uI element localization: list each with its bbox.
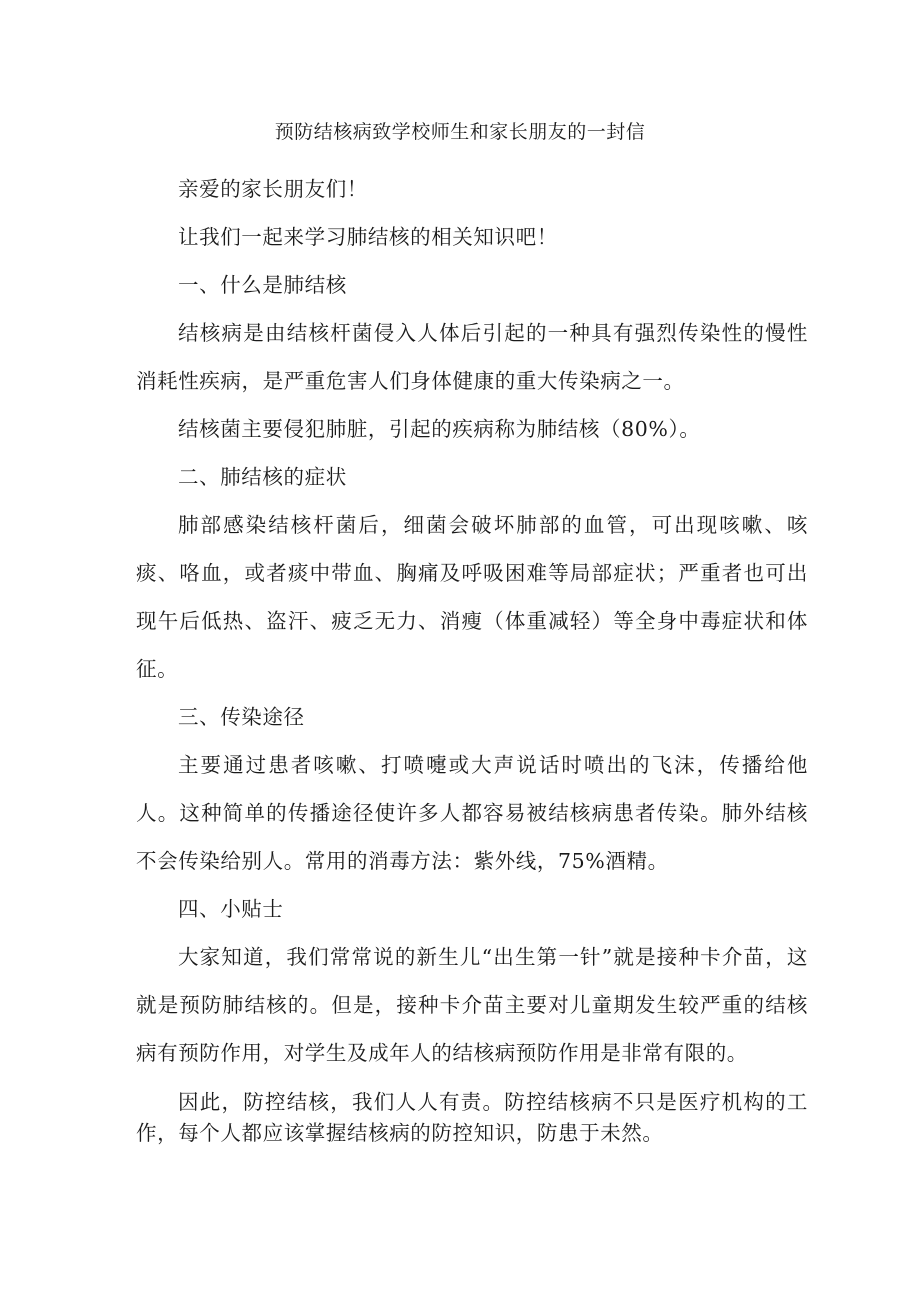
paragraph-transmission: 主要通过患者咳嗽、打喷嚏或大声说话时喷出的飞沫，传播给他人。这种简单的传播途径使许多人都容易被结核病患者传染。肺外结核不会传染给别人。常用的消毒方法：紫外线，75%酒精。 xyxy=(136,753,808,873)
section-heading-2: 二、肺结核的症状 xyxy=(178,465,347,489)
greeting: 亲爱的家长朋友们！ xyxy=(178,177,368,201)
intro-paragraph: 让我们一起来学习肺结核的相关知识吧！ xyxy=(178,225,558,249)
paragraph-symptoms: 肺部感染结核杆菌后，细菌会破坏肺部的血管，可出现咳嗽、咳痰、咯血，或者痰中带血、胸痛及呼吸困难等局部症状；严重者也可出现午后低热、盗汗、疲乏无力、消瘦（体重减轻）等全身中毒症状和体征。 xyxy=(136,513,808,681)
paragraph-definition: 结核病是由结核杆菌侵入人体后引起的一种具有强烈传染性的慢性消耗性疾病，是严重危害人们身体健康的重大传染病之一。 xyxy=(136,321,808,393)
section-heading-4: 四、小贴士 xyxy=(178,897,284,921)
paragraph-tips: 大家知道，我们常常说的新生儿“出生第一针”就是接种卡介苗，这就是预防肺结核的。但是，接种卡介苗主要对儿童期发生较严重的结核病有预防作用，对学生及成年人的结核病预防作用是非常有限的。 xyxy=(136,945,808,1065)
paragraph-lung: 结核菌主要侵犯肺脏，引起的疾病称为肺结核（80%）。 xyxy=(178,417,701,441)
paragraph-conclusion: 因此，防控结核，我们人人有责。防控结核病不只是医疗机构的工作，每个人都应该掌握结核病的防控知识，防患于未然。 xyxy=(136,1090,808,1145)
section-heading-1: 一、什么是肺结核 xyxy=(178,273,347,297)
document-title: 预防结核病致学校师生和家长朋友的一封信 xyxy=(274,121,646,143)
document-body xyxy=(136,165,808,1149)
section-heading-3: 三、传染途径 xyxy=(178,705,305,729)
